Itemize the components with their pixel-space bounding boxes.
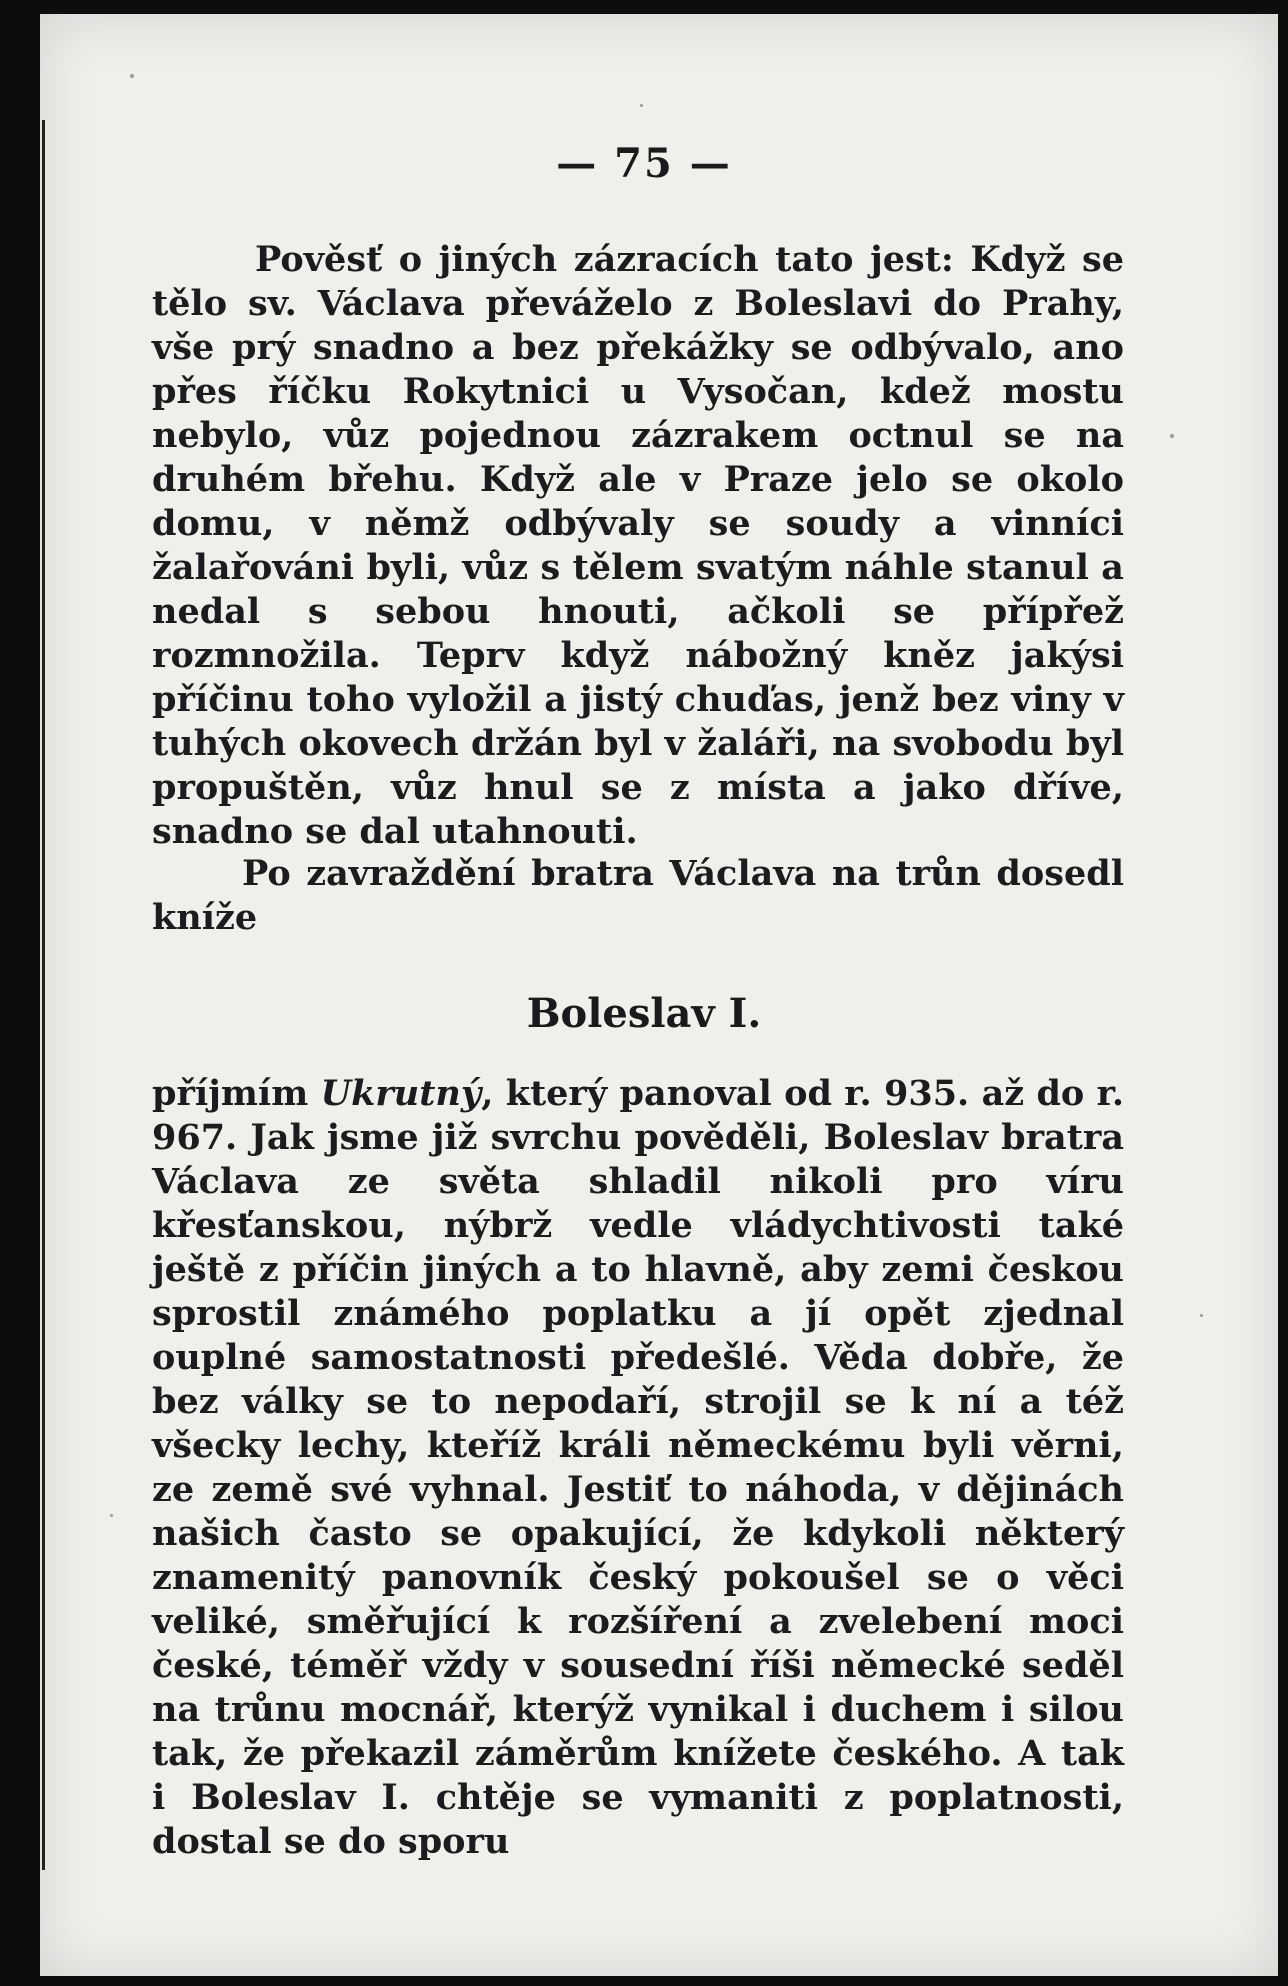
paragraph-rest: , který panoval od r. 935. až do r. 967. Jak jsme již svrchu pověděli, Boleslav bratra Václava ze světa shladil nikoli pro víru křesťanskou, nýbrž vedle vládychtivosti také ještě z příčin jiných a to hlavně, aby zemi českou sprostil známého poplatku a jí opět zjednal ouplné samostatnosti předešlé. Věda dobře, že bez války se to nepodaří, strojil se k ní a též všecky lechy, kteříž králi německému byli věrni, ze země své vyhnal. Jestiť to náhoda, v dějinách našich často se opakující, že kdykoli některý znamenitý panovník český pokoušel se o věci veliké, směřující k rozšíření a zvelebení moci české, téměř vždy v sousední říši německé seděl na trůnu mocnář, kterýž vynikal i duchem i silou tak, že překazil záměrům knížete českého. A tak i Boleslav I. chtěje se vymaniti z poplatnosti, dostal se do sporu xyxy=(152,1073,1125,1862)
page-number: — 75 — xyxy=(556,140,732,187)
paragraph-legend-of-miracles: Pověsť o jiných zázracích tato jest: Když se tělo sv. Václava převáželo z Boleslavi do Prahy, vše prý snadno a bez překážky se odbývalo, ano přes říčku Rokytnici u Vysočan, kdež mostu nebylo, vůz pojednou zázrakem octnul se na druhém břehu. Když ale v Praze jelo se okolo domu, v němž odbývaly se soudy a vinníci žalařováni byli, vůz s tělem svatým náhle stanul a nedal s sebou hnouti, ačkoli se přípřež rozmnožila. Teprv když nábožný kněz jakýsi příčinu toho vyložil a jistý chuďas, jenž bez viny v tuhých okovech držán byl v žaláři, na svobodu byl propuštěn, vůz hnul se z místa a jako dříve, snadno se dal utahnouti. xyxy=(152,239,1124,852)
paragraph-boleslav-reign xyxy=(152,1072,1124,1864)
section-heading: Boleslav I. xyxy=(526,990,762,1037)
epithet: Ukrutný xyxy=(320,1073,482,1114)
paragraph-start: příjmím xyxy=(152,1073,321,1114)
paragraph-succession: Po zavraždění bratra Václava na trůn dosedl kníže xyxy=(152,853,1124,938)
